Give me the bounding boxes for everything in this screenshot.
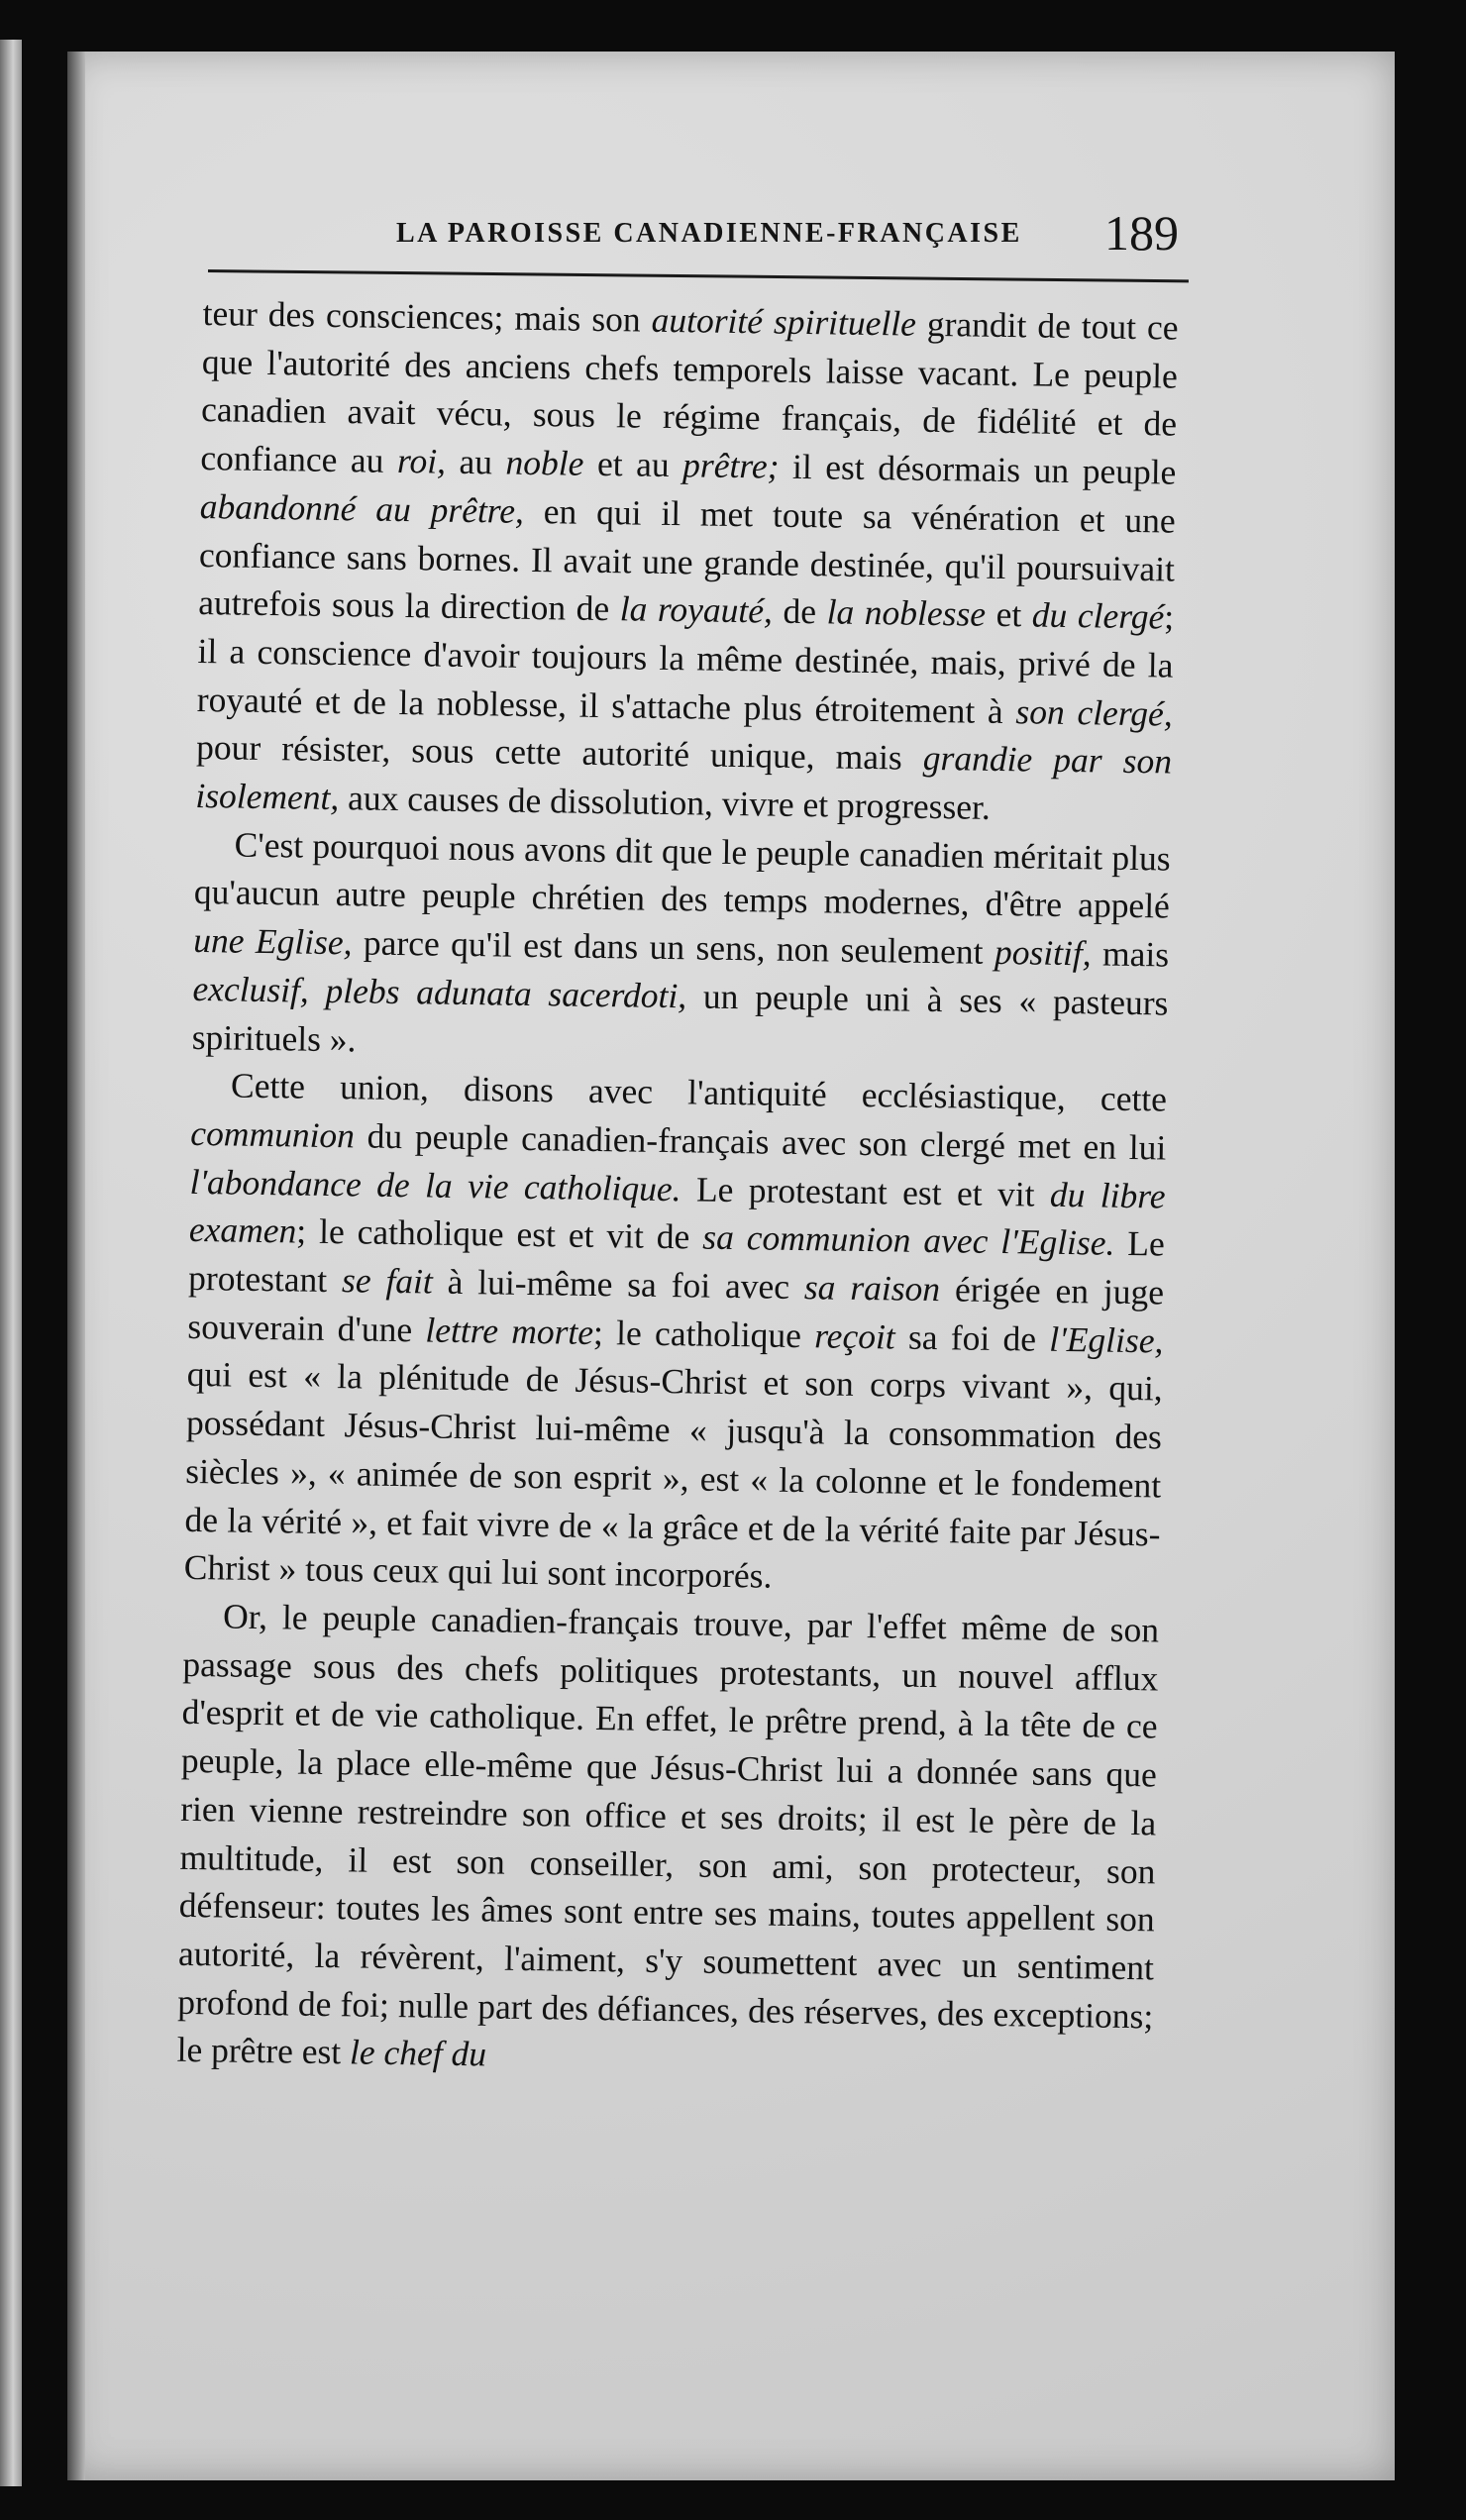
- paragraph: [191, 820, 1171, 1076]
- italic-run: du clergé: [1031, 594, 1165, 637]
- italic-run: la royauté,: [619, 588, 774, 631]
- italic-run: la noblesse: [826, 591, 987, 634]
- text-run: qui est « la plénitude de Jésus-Christ et son corps vivant », qui, possédant Jésus-Christ lui-même « jusqu'à la consommation des siècles », « animée de son esprit », est « la colonne et le fondement de la vérité », et fait vivre de « la grâce et de la vérité faite par Jésus-Christ » tous ceux qui lui sont incorporés.: [183, 1354, 1163, 1596]
- text-run: Or, le peuple canadien-français trouve, par l'effet même de son passage sous des chefs politiques protestants, un nouvel afflux d'esprit et de vie catholique. En effet, le prêtre prend, à la tête de ce peuple, la place elle-même que Jésus-Christ lui a donnée sans que rien vienne restreindre son office et ses droits; il est le père de la multitude, il est son conseiller, son ami, son protecteur, son défenseur: toutes les âmes sont entre ses mains, toutes appellent son autorité, la révèrent, l'aiment, s'y soumettent avec un sentiment profond de foi; nulle part des défiances, des réserves, des exceptions; le prêtre est: [176, 1596, 1160, 2072]
- text-run: et: [985, 593, 1033, 635]
- italic-run: exclusif, plebs adunata sacerdoti,: [192, 968, 687, 1016]
- body-text: [176, 289, 1179, 2088]
- text-run: ; il a conscience d'avoir toujours la même destinée, mais, privé de la royauté et de la noblesse, il s'attache plus étroitement à: [196, 596, 1175, 731]
- italic-run: sa communion avec l'Eglise.: [702, 1216, 1115, 1264]
- text-run: Le protestant est et vit: [681, 1168, 1051, 1214]
- page-number: 189: [1104, 205, 1179, 261]
- italic-run: grandie par son isolement,: [195, 738, 1173, 818]
- italic-run: abandonné au prêtre,: [199, 485, 525, 531]
- italic-run: prêtre;: [681, 445, 780, 486]
- text-run: du peuple canadien-français avec son clergé met en lui: [354, 1115, 1167, 1168]
- italic-run: l'Eglise,: [1049, 1318, 1164, 1361]
- italic-run: lettre morte: [425, 1310, 594, 1352]
- running-title: LA PAROISSE CANADIENNE-FRANÇAISE: [396, 218, 1022, 249]
- text-run: et au: [583, 443, 683, 485]
- italic-run: reçoit: [813, 1315, 896, 1357]
- text-run: au: [445, 441, 506, 482]
- italic-run: sa raison: [803, 1267, 941, 1310]
- page-gutter-shadow: [67, 52, 85, 2480]
- italic-run: se fait: [341, 1260, 434, 1302]
- text-run: ; le catholique: [592, 1312, 815, 1356]
- text-run: C'est pourquoi nous avons dit que le peuple canadien méritait plus qu'aucun autre peuple chrétien des temps modernes, d'être appelé: [193, 824, 1171, 926]
- italic-run: positif,: [994, 932, 1092, 974]
- paragraph: [195, 289, 1179, 834]
- italic-run: noble: [505, 442, 584, 483]
- text-run: mais: [1091, 933, 1170, 975]
- text-run: aux causes de dissolution, vivre et progresser.: [339, 778, 992, 827]
- text-run: en qui il met toute sa vénération et une confiance sans bornes. Il avait une grande destinée, qu'il poursuivait autrefois sous la direction de: [198, 490, 1176, 629]
- italic-run: du libre examen: [188, 1174, 1166, 1251]
- italic-run: autorité spirituelle: [651, 299, 917, 344]
- text-run: teur des consciences; mais son: [202, 292, 652, 340]
- text-run: Cette union, disons avec l'antiquité ecclésiastique, cette: [230, 1065, 1168, 1119]
- text-run: ; le catholique est et vit de: [296, 1210, 703, 1257]
- text-run: il est désormais un peuple: [779, 446, 1177, 492]
- italic-run: une Eglise,: [192, 920, 353, 963]
- text-run: un peuple uni à ses « pasteurs spirituels ».: [191, 976, 1169, 1059]
- italic-run: le chef du: [349, 2032, 487, 2074]
- running-header: [139, 174, 1189, 283]
- paragraph: [176, 1592, 1159, 2089]
- text-run: sa foi de: [894, 1316, 1050, 1359]
- previous-page-edge: [0, 40, 22, 2486]
- italic-run: communion: [190, 1112, 356, 1156]
- text-run: parce qu'il est dans un sens, non seulement: [352, 922, 995, 973]
- text-run: érigée en juge souverain d'une: [187, 1269, 1165, 1350]
- italic-run: l'abondance de la vie catholique.: [189, 1161, 681, 1208]
- text-run: de: [772, 590, 827, 632]
- italic-run: son clergé,: [1015, 690, 1174, 734]
- text-run: pour résister, sous cette autorité unique, mais: [195, 727, 924, 779]
- header-rule: [208, 269, 1189, 282]
- paragraph: [183, 1061, 1167, 1606]
- text-run: à lui-même sa foi avec: [432, 1261, 805, 1308]
- italic-run: roi,: [396, 441, 447, 481]
- text-run: grandit de tout ce que l'autorité des anciens chefs temporels laisse vacant. Le peuple canadien avait vécu, sous le régime français, de fidélité et de confiance au: [200, 303, 1179, 481]
- text-run: Le protestant: [187, 1223, 1166, 1301]
